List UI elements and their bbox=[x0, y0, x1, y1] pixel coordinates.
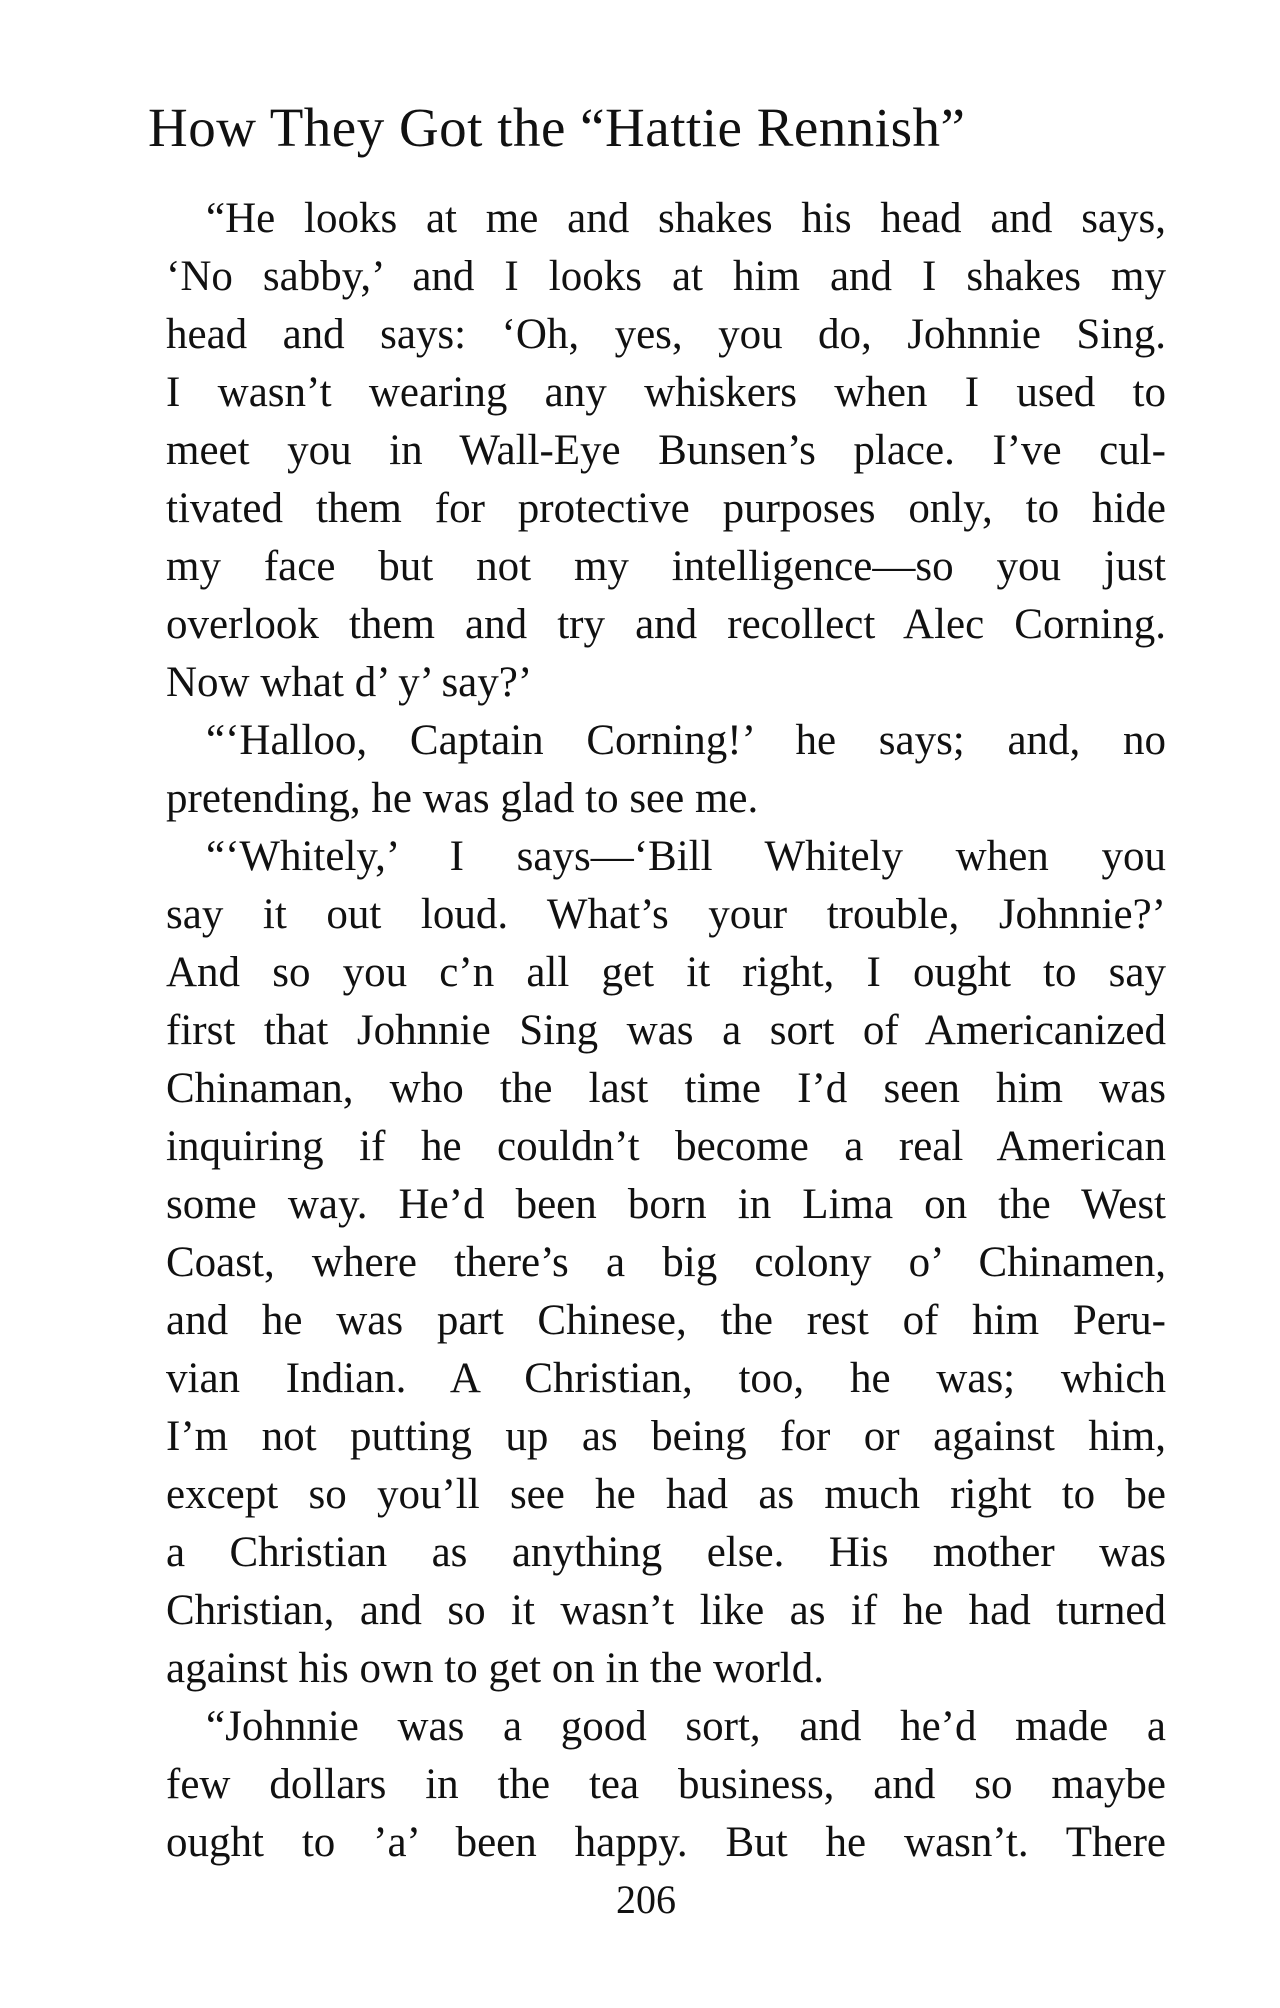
text-line: pretending, he was glad to see me. bbox=[166, 775, 759, 822]
text-line: head and says: ‘Oh, yes, you do, Johnnie Sing. bbox=[166, 311, 1166, 358]
text-line: first that Johnnie Sing was a sort of Americanized bbox=[166, 1007, 1166, 1054]
text-line: Now what d’ y’ say?’ bbox=[166, 659, 533, 706]
text-line: I wasn’t wearing any whiskers when I used to bbox=[166, 369, 1166, 416]
text-line: overlook them and try and recollect Alec Corning. bbox=[166, 601, 1166, 648]
text-line: tivated them for protective purposes only, to hide bbox=[166, 485, 1166, 532]
text-line: “He looks at me and shakes his head and says, bbox=[206, 195, 1166, 242]
text-line: my face but not my intelligence—so you just bbox=[166, 543, 1166, 590]
text-line: And so you c’n all get it right, I ought to say bbox=[166, 949, 1166, 996]
body-text bbox=[166, 190, 1166, 1872]
text-line: Chinaman, who the last time I’d seen him was bbox=[166, 1065, 1166, 1112]
text-line: “Johnnie was a good sort, and he’d made a bbox=[206, 1703, 1166, 1750]
text-line: say it out loud. What’s your trouble, Johnnie?’ bbox=[166, 891, 1166, 938]
text-line: Christian, and so it wasn’t like as if he had turned bbox=[166, 1587, 1166, 1634]
text-line: and he was part Chinese, the rest of him Peru- bbox=[166, 1297, 1166, 1344]
text-line: except so you’ll see he had as much right to be bbox=[166, 1471, 1166, 1518]
page-number: 206 bbox=[616, 1877, 676, 1922]
text-line: some way. He’d been born in Lima on the West bbox=[166, 1181, 1166, 1228]
text-line: against his own to get on in the world. bbox=[166, 1645, 825, 1692]
text-line: “‘Whitely,’ I says—‘Bill Whitely when you bbox=[206, 833, 1166, 880]
text-line: I’m not putting up as being for or against him, bbox=[166, 1413, 1166, 1460]
text-line: ‘No sabby,’ and I looks at him and I shakes my bbox=[166, 253, 1166, 300]
text-line: inquiring if he couldn’t become a real American bbox=[166, 1123, 1166, 1170]
text-line: ought to ’a’ been happy. But he wasn’t. There bbox=[166, 1819, 1166, 1866]
text-line: Coast, where there’s a big colony o’ Chinamen, bbox=[166, 1239, 1166, 1286]
text-line: meet you in Wall-Eye Bunsen’s place. I’ve cul- bbox=[166, 427, 1166, 474]
text-line: few dollars in the tea business, and so maybe bbox=[166, 1761, 1166, 1808]
running-head: How They Got the “Hattie Rennish” bbox=[148, 97, 966, 158]
text-line: “‘Halloo, Captain Corning!’ he says; and, no bbox=[206, 717, 1166, 764]
text-line: vian Indian. A Christian, too, he was; which bbox=[166, 1355, 1166, 1402]
text-line: a Christian as anything else. His mother was bbox=[166, 1529, 1166, 1576]
